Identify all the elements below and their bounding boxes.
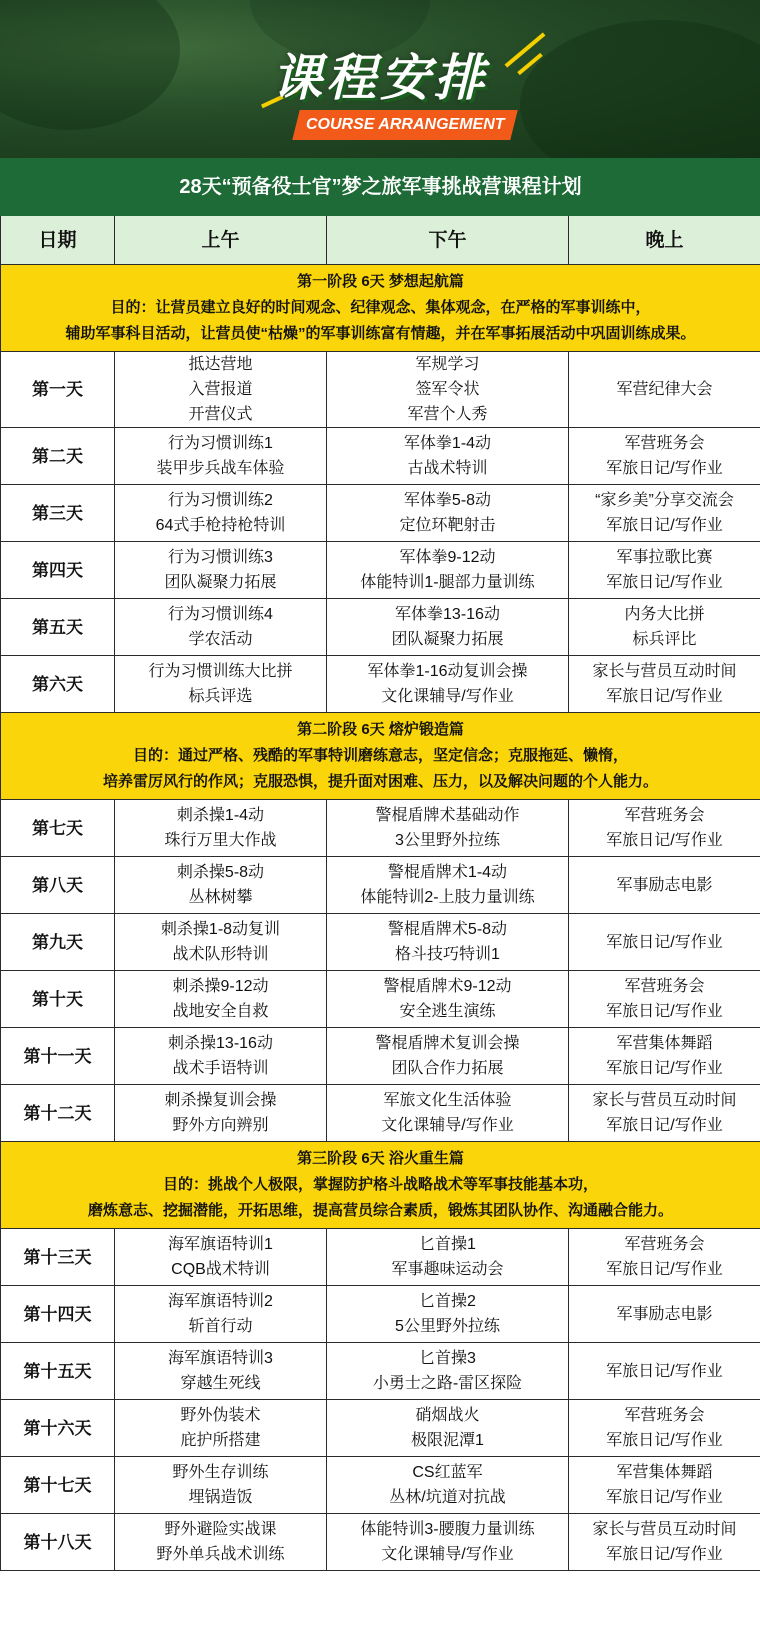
- day-label: 第九天: [1, 914, 115, 971]
- activity-item: 埋锅造饭: [188, 1489, 253, 1506]
- activity-item: 文化课辅导/写作业: [381, 688, 514, 705]
- morning-cell: [115, 1343, 327, 1400]
- phase-goal-line: 目的：让营员建立良好的时间观念、纪律观念、集体观念，在严格的军事训练中，: [110, 299, 651, 316]
- day-label: 第七天: [1, 800, 115, 857]
- activity-item: 装甲步兵战车体验: [156, 460, 285, 477]
- day-row: [1, 800, 760, 857]
- day-label: 第十五天: [1, 1343, 115, 1400]
- day-label: 第十二天: [1, 1085, 115, 1142]
- activity-item: 军体拳13-16动: [395, 606, 500, 623]
- activity-item: 古战术特训: [407, 460, 488, 477]
- afternoon-cell: [327, 1400, 569, 1457]
- morning-cell: [115, 1085, 327, 1142]
- activity-item: 野外生存训练: [172, 1464, 269, 1481]
- activity-item: “家乡美”分享交流会: [595, 492, 734, 509]
- afternoon-cell: [327, 1085, 569, 1142]
- activity-item: 定位环靶射击: [399, 517, 496, 534]
- activity-item: 军旅日记/写作业: [606, 460, 723, 477]
- day-row: [1, 542, 760, 599]
- column-header-date: 日期: [1, 216, 115, 265]
- evening-cell: [569, 1286, 760, 1343]
- morning-cell: [115, 428, 327, 485]
- afternoon-cell: [327, 971, 569, 1028]
- activity-item: 军营个人秀: [407, 406, 488, 423]
- activity-item: 军旅文化生活体验: [383, 1092, 512, 1109]
- morning-cell: [115, 542, 327, 599]
- activity-item: 刺杀操9-12动: [172, 978, 269, 995]
- evening-cell: [569, 1457, 760, 1514]
- activity-item: 警棍盾牌术5-8动: [387, 921, 508, 938]
- activity-item: 抵达营地: [188, 356, 253, 373]
- activity-item: 军营集体舞蹈: [616, 1035, 713, 1052]
- activity-item: 体能特训2-上肢力量训练: [360, 889, 535, 906]
- activity-item: 野外伪装术: [180, 1407, 261, 1424]
- day-label: 第二天: [1, 428, 115, 485]
- day-row: [1, 485, 760, 542]
- activity-item: 野外避险实战课: [164, 1521, 277, 1538]
- day-label: 第十六天: [1, 1400, 115, 1457]
- activity-item: 5公里野外拉练: [395, 1318, 500, 1335]
- activity-item: 行为习惯训练3: [168, 549, 273, 566]
- afternoon-cell: [327, 857, 569, 914]
- afternoon-cell: [327, 428, 569, 485]
- phase-goal-line: 目的：通过严格、残酷的军事特训磨练意志，坚定信念；克服拖延、懒惰，: [132, 747, 628, 764]
- morning-cell: [115, 1400, 327, 1457]
- activity-item: 军旅日记/写作业: [606, 933, 723, 951]
- afternoon-cell: [327, 352, 569, 428]
- day-row: [1, 1514, 760, 1571]
- morning-cell: [115, 971, 327, 1028]
- activity-item: 军旅日记/写作业: [606, 1003, 723, 1020]
- activity-item: 硝烟战火: [415, 1407, 480, 1424]
- activity-item: 军体拳1-16动复训会操: [367, 663, 528, 680]
- day-label: 第十四天: [1, 1286, 115, 1343]
- day-row: [1, 656, 760, 713]
- afternoon-cell: [327, 1514, 569, 1571]
- activity-item: 战术队形特训: [172, 946, 269, 963]
- morning-cell: [115, 485, 327, 542]
- morning-cell: [115, 599, 327, 656]
- activity-item: CQB战术特训: [171, 1261, 270, 1278]
- activity-item: 体能特训1-腿部力量训练: [360, 574, 535, 591]
- activity-item: 军营集体舞蹈: [616, 1464, 713, 1481]
- activity-item: 军营班务会: [624, 1236, 705, 1253]
- activity-item: 军营纪律大会: [616, 381, 713, 398]
- phase-goal-line: 目的：挑战个人极限，掌握防护格斗战略战术等军事技能基本功，: [162, 1176, 598, 1193]
- day-row: [1, 1457, 760, 1514]
- activity-item: 军事励志电影: [616, 1305, 713, 1323]
- activity-item: 小勇士之路-雷区探险: [372, 1375, 523, 1392]
- afternoon-cell: [327, 1343, 569, 1400]
- activity-item: 刺杀操复训会操: [164, 1092, 277, 1109]
- afternoon-cell: [327, 485, 569, 542]
- activity-item: 刺杀操5-8动: [176, 864, 265, 881]
- activity-item: 军旅日记/写作业: [606, 574, 723, 591]
- activity-item: 海军旗语特训2: [168, 1293, 273, 1310]
- activity-item: 珠行万里大作战: [164, 832, 277, 849]
- activity-item: 军旅日记/写作业: [606, 832, 723, 849]
- day-label: 第十七天: [1, 1457, 115, 1514]
- activity-item: 格斗技巧特训1: [395, 946, 500, 963]
- phase-title: 第一阶段 6天 梦想起航篇: [297, 273, 464, 290]
- evening-cell: [569, 1400, 760, 1457]
- afternoon-cell: [327, 1286, 569, 1343]
- activity-item: 警棍盾牌术复训会操: [375, 1035, 520, 1052]
- evening-cell: [569, 1085, 760, 1142]
- activity-item: 行为习惯训练大比拼: [148, 663, 293, 680]
- page-title: 课程安排: [272, 50, 488, 106]
- activity-item: 军旅日记/写作业: [606, 1362, 723, 1380]
- activity-item: 标兵评比: [632, 631, 697, 648]
- day-row: [1, 1028, 760, 1085]
- day-label: 第四天: [1, 542, 115, 599]
- activity-item: 文化课辅导/写作业: [381, 1117, 514, 1134]
- header-banner: [0, 0, 760, 158]
- day-label: 第八天: [1, 857, 115, 914]
- activity-item: 学农活动: [188, 631, 253, 648]
- morning-cell: [115, 1457, 327, 1514]
- column-header-row: [1, 216, 760, 265]
- morning-cell: [115, 1286, 327, 1343]
- afternoon-cell: [327, 599, 569, 656]
- activity-item: 极限泥潭1: [411, 1432, 484, 1449]
- evening-cell: [569, 1229, 760, 1286]
- column-header-afternoon: 下午: [327, 216, 569, 265]
- day-label: 第六天: [1, 656, 115, 713]
- morning-cell: [115, 656, 327, 713]
- activity-item: 匕首操2: [419, 1293, 476, 1310]
- plan-title-row: [1, 159, 760, 216]
- activity-item: 军事励志电影: [616, 876, 713, 894]
- activity-item: 野外方向辨别: [172, 1117, 269, 1134]
- morning-cell: [115, 1028, 327, 1085]
- activity-item: 军旅日记/写作业: [606, 1117, 723, 1134]
- afternoon-cell: [327, 542, 569, 599]
- phase-row: [1, 713, 760, 800]
- activity-item: 军旅日记/写作业: [606, 1060, 723, 1077]
- activity-item: 军营班务会: [624, 435, 705, 452]
- day-row: [1, 1400, 760, 1457]
- morning-cell: [115, 857, 327, 914]
- afternoon-cell: [327, 656, 569, 713]
- evening-cell: [569, 485, 760, 542]
- activity-item: 军旅日记/写作业: [606, 517, 723, 534]
- activity-item: 军体拳1-4动: [403, 435, 492, 452]
- day-label: 第十八天: [1, 1514, 115, 1571]
- activity-item: 军旅日记/写作业: [606, 688, 723, 705]
- activity-item: 丛林/坑道对抗战: [389, 1489, 506, 1506]
- activity-item: 警棍盾牌术基础动作: [375, 807, 520, 824]
- day-label: 第三天: [1, 485, 115, 542]
- phase-goal-line: 辅助军事科目活动，让营员使“枯燥”的军事训练富有情趣，并在军事拓展活动中巩固训练成果。: [65, 325, 696, 342]
- activity-item: 军规学习: [415, 356, 480, 373]
- morning-cell: [115, 914, 327, 971]
- activity-item: 体能特训3-腰腹力量训练: [360, 1521, 535, 1538]
- activity-item: 入营报道: [188, 381, 253, 398]
- activity-item: 海军旗语特训3: [168, 1350, 273, 1367]
- phase-goal-line: 磨炼意志、挖掘潜能，开拓思维，提高营员综合素质，锻炼其团队协作、沟通融合能力。: [87, 1202, 673, 1219]
- activity-item: 文化课辅导/写作业: [381, 1546, 514, 1563]
- evening-cell: [569, 1514, 760, 1571]
- evening-cell: [569, 656, 760, 713]
- afternoon-cell: [327, 914, 569, 971]
- activity-item: 斩首行动: [188, 1318, 253, 1335]
- evening-cell: [569, 800, 760, 857]
- activity-item: CS红蓝军: [412, 1464, 483, 1481]
- phase-cell: [1, 265, 760, 352]
- activity-item: 庇护所搭建: [180, 1432, 261, 1449]
- activity-item: 刺杀操1-4动: [176, 807, 265, 824]
- evening-cell: [569, 1028, 760, 1085]
- activity-item: 团队合作力拓展: [391, 1060, 504, 1077]
- activity-item: 军体拳5-8动: [403, 492, 492, 509]
- day-label: 第十天: [1, 971, 115, 1028]
- activity-item: 军旅日记/写作业: [606, 1489, 723, 1506]
- activity-item: 军体拳9-12动: [399, 549, 496, 566]
- day-row: [1, 428, 760, 485]
- morning-cell: [115, 352, 327, 428]
- activity-item: 丛林树攀: [188, 889, 253, 906]
- afternoon-cell: [327, 800, 569, 857]
- evening-cell: [569, 971, 760, 1028]
- phase-row: [1, 1142, 760, 1229]
- activity-item: 海军旗语特训1: [168, 1236, 273, 1253]
- morning-cell: [115, 800, 327, 857]
- activity-item: 3公里野外拉练: [395, 832, 500, 849]
- phase-goal-line: 培养雷厉风行的作风；克服恐惧，提升面对困难、压力，以及解决问题的个人能力。: [102, 773, 658, 790]
- activity-item: 匕首操3: [419, 1350, 476, 1367]
- evening-cell: [569, 542, 760, 599]
- activity-item: 开营仪式: [188, 406, 253, 423]
- activity-item: 家长与营员互动时间: [592, 1092, 737, 1109]
- activity-item: 团队凝聚力拓展: [391, 631, 504, 648]
- activity-item: 团队凝聚力拓展: [164, 574, 277, 591]
- phase-cell: [1, 713, 760, 800]
- activity-item: 穿越生死线: [180, 1375, 261, 1392]
- day-row: [1, 1229, 760, 1286]
- activity-item: 军事拉歌比赛: [616, 549, 713, 566]
- activity-item: 家长与营员互动时间: [592, 663, 737, 680]
- evening-cell: [569, 428, 760, 485]
- activity-item: 军旅日记/写作业: [606, 1432, 723, 1449]
- schedule-table: [0, 158, 760, 1571]
- evening-cell: [569, 352, 760, 428]
- activity-item: 刺杀操1-8动复训: [160, 921, 281, 938]
- activity-item: 行为习惯训练4: [168, 606, 273, 623]
- day-label: 第十三天: [1, 1229, 115, 1286]
- day-row: [1, 857, 760, 914]
- plan-title: 28天“预备役士官”梦之旅军事挑战营课程计划: [1, 159, 760, 216]
- day-row: [1, 1085, 760, 1142]
- day-label: 第五天: [1, 599, 115, 656]
- day-label: 第一天: [1, 352, 115, 428]
- phase-row: [1, 265, 760, 352]
- day-row: [1, 352, 760, 428]
- activity-item: 军营班务会: [624, 807, 705, 824]
- day-label: 第十一天: [1, 1028, 115, 1085]
- activity-item: 战地安全自救: [172, 1003, 269, 1020]
- activity-item: 战术手语特训: [172, 1060, 269, 1077]
- activity-item: 军事趣味运动会: [391, 1261, 504, 1278]
- day-row: [1, 914, 760, 971]
- day-row: [1, 1286, 760, 1343]
- activity-item: 军旅日记/写作业: [606, 1546, 723, 1563]
- evening-cell: [569, 1343, 760, 1400]
- phase-title: 第三阶段 6天 浴火重生篇: [297, 1150, 464, 1167]
- activity-item: 行为习惯训练1: [168, 435, 273, 452]
- afternoon-cell: [327, 1457, 569, 1514]
- day-row: [1, 599, 760, 656]
- evening-cell: [569, 857, 760, 914]
- activity-item: 行为习惯训练2: [168, 492, 273, 509]
- column-header-evening: 晚上: [569, 216, 760, 265]
- activity-item: 警棍盾牌术1-4动: [387, 864, 508, 881]
- day-row: [1, 1343, 760, 1400]
- morning-cell: [115, 1514, 327, 1571]
- activity-item: 64式手枪持枪特训: [155, 517, 286, 534]
- phase-cell: [1, 1142, 760, 1229]
- subtitle-text: COURSE ARRANGEMENT: [305, 116, 505, 133]
- activity-item: 家长与营员互动时间: [592, 1521, 737, 1538]
- activity-item: 军营班务会: [624, 978, 705, 995]
- morning-cell: [115, 1229, 327, 1286]
- evening-cell: [569, 914, 760, 971]
- activity-item: 安全逃生演练: [399, 1003, 496, 1020]
- activity-item: 内务大比拼: [624, 606, 705, 623]
- phase-title: 第二阶段 6天 熔炉锻造篇: [297, 721, 464, 738]
- afternoon-cell: [327, 1229, 569, 1286]
- activity-item: 标兵评选: [188, 688, 253, 705]
- activity-item: 军旅日记/写作业: [606, 1261, 723, 1278]
- evening-cell: [569, 599, 760, 656]
- activity-item: 签军令状: [415, 381, 480, 398]
- day-row: [1, 971, 760, 1028]
- activity-item: 刺杀操13-16动: [168, 1035, 273, 1052]
- afternoon-cell: [327, 1028, 569, 1085]
- subtitle-badge: [292, 110, 517, 140]
- activity-item: 匕首操1: [419, 1236, 476, 1253]
- activity-item: 警棍盾牌术9-12动: [383, 978, 512, 995]
- activity-item: 军营班务会: [624, 1407, 705, 1424]
- activity-item: 野外单兵战术训练: [156, 1546, 285, 1563]
- column-header-morning: 上午: [115, 216, 327, 265]
